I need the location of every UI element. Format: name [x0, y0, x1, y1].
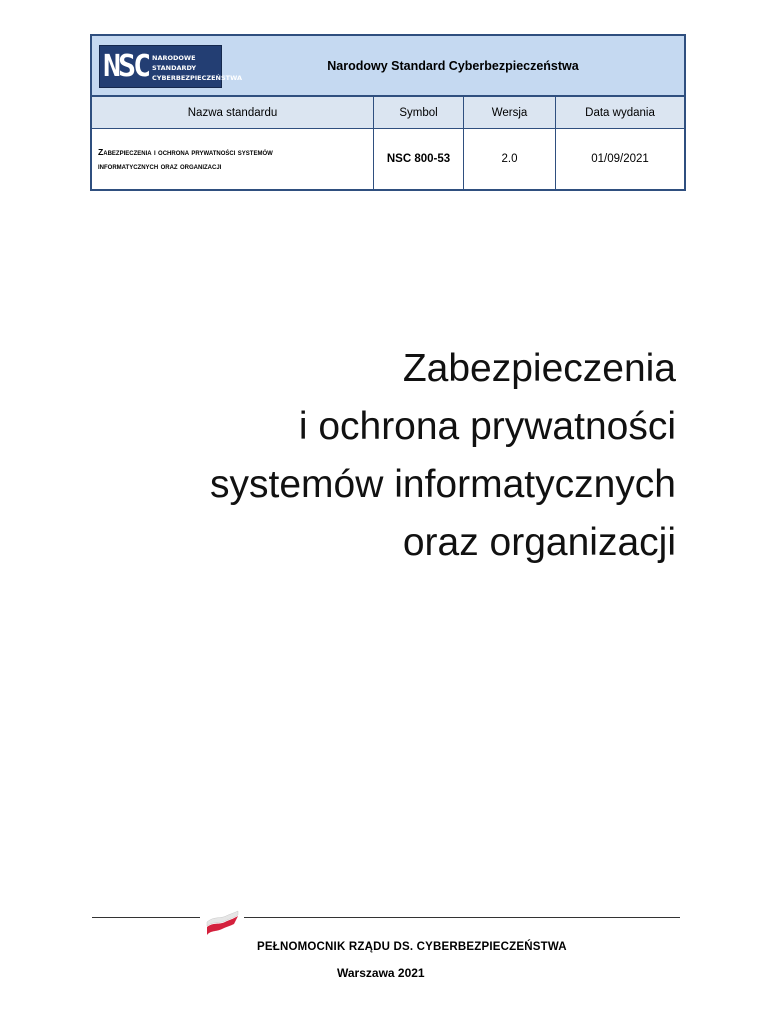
label-standard-name: Nazwa standardu: [92, 97, 374, 128]
logo-line-2: STANDARDY: [152, 64, 197, 72]
header-title: Narodowy Standard Cyberbezpieczeństwa: [327, 59, 579, 73]
nsc-logo: [99, 45, 242, 88]
document-title-line-4: oraz organizacji: [402, 521, 676, 564]
document-title-line-3: systemów informatycznych: [210, 463, 676, 506]
value-release-date: 01/09/2021: [591, 153, 649, 165]
footer-divider-left: [92, 917, 200, 918]
issuing-authority: PEŁNOMOCNIK RZĄDU DS. CYBERBEZPIECZEŃSTWA: [257, 941, 567, 953]
column-labels-row: [92, 97, 684, 129]
footer-divider-right: [244, 917, 680, 918]
document-title-line-2: i ochrona prywatności: [298, 405, 676, 448]
value-symbol: NSC 800-53: [374, 129, 464, 189]
label-release-date: Data wydania: [585, 106, 655, 119]
value-standard-name-line-2: informatycznych oraz organizacji: [98, 161, 222, 171]
logo-line-3: CYBERBEZPIECZEŃSTWA: [152, 74, 242, 82]
value-standard-name: [92, 129, 374, 189]
header-title-row: [92, 36, 684, 97]
label-version: Wersja: [464, 97, 556, 128]
document-title: [76, 340, 676, 572]
logo-line-1: NARODOWE: [152, 54, 196, 62]
standard-header-table: [90, 34, 686, 191]
place-and-year: Warszawa 2021: [337, 966, 425, 980]
value-standard-name-line-1: Zabezpieczenia i ochrona prywatności systemów: [98, 147, 273, 157]
value-version: 2.0: [464, 129, 556, 189]
label-symbol: Symbol: [374, 97, 464, 128]
document-title-line-1: Zabezpieczenia: [402, 347, 676, 390]
column-values-row: [92, 129, 684, 189]
logo-abbreviation: NSC: [103, 49, 149, 84]
polish-flag-icon: [204, 910, 240, 940]
